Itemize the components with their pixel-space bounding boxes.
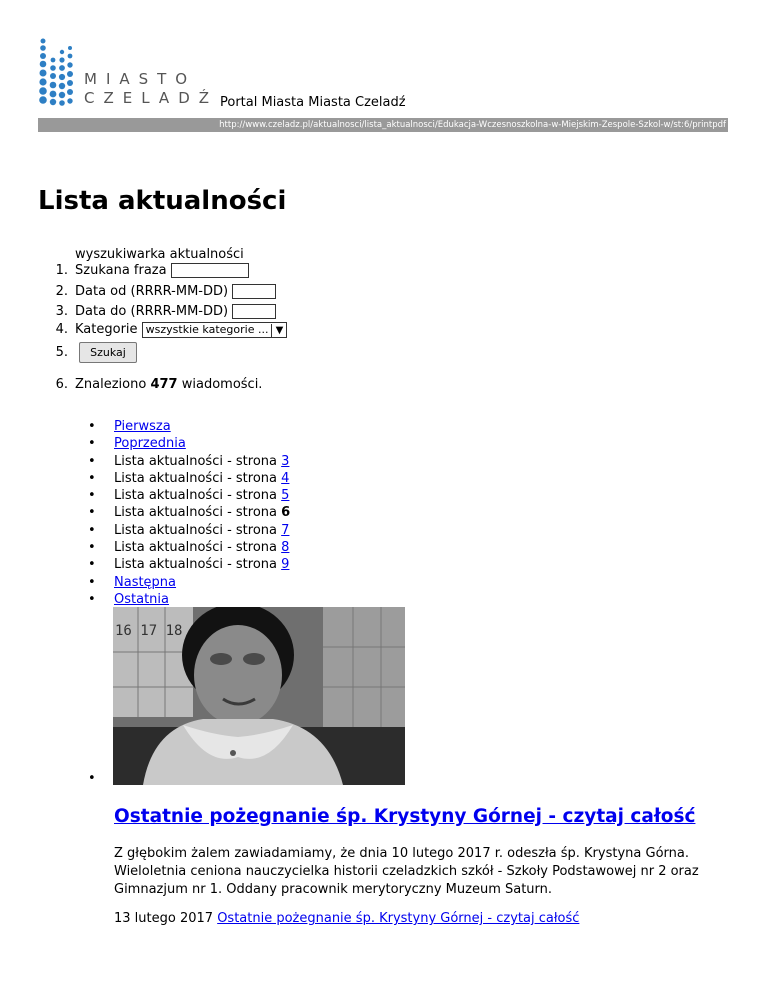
logo-dots-icon [38, 38, 82, 106]
logo-wordmark [84, 70, 218, 108]
pager-item [88, 522, 290, 539]
list-number: 4. [55, 322, 68, 337]
pager-item [88, 487, 290, 504]
logo-line1: MIASTO [84, 70, 197, 88]
article-meta [114, 911, 579, 926]
page-link[interactable]: 5 [281, 488, 290, 504]
list-number: 5. [55, 345, 68, 360]
page-link[interactable]: 3 [281, 453, 290, 469]
prev-page-link[interactable]: Poprzednia [114, 436, 186, 452]
dropdown-arrow-icon: ▼ [271, 324, 286, 338]
phrase-input[interactable] [171, 263, 249, 278]
list-number: 3. [55, 304, 68, 319]
pager-item [88, 418, 290, 435]
results-prefix: Znaleziono [75, 377, 147, 392]
pagination [88, 418, 290, 608]
article-date: 13 lutego 2017 [114, 911, 214, 926]
page-link[interactable]: 7 [281, 522, 290, 538]
page-prefix: Lista aktualności - strona [114, 505, 278, 521]
search-button[interactable]: Szukaj [79, 342, 137, 363]
results-count: 477 [150, 377, 178, 392]
first-page-link[interactable]: Pierwsza [114, 419, 171, 434]
page-prefix: Lista aktualności - strona [114, 557, 278, 573]
page-prefix: Lista aktualności - strona [114, 470, 278, 486]
search-row-phrase [38, 262, 249, 279]
search-row-category [38, 321, 287, 338]
results-suffix: wiadomości. [181, 377, 263, 392]
calendar-text: 16 17 18 [115, 623, 183, 639]
category-label: Kategorie [75, 322, 138, 337]
search-heading: wyszukiwarka aktualności [75, 247, 244, 262]
pager-item [88, 453, 290, 470]
page-link[interactable]: 8 [281, 540, 290, 556]
pager-item [88, 539, 290, 556]
site-logo[interactable] [38, 38, 218, 108]
pager-item [88, 504, 290, 521]
results-count-row [38, 376, 262, 393]
date-from-input[interactable] [232, 284, 276, 299]
pager-item [88, 470, 290, 487]
phrase-label: Szukana fraza [75, 263, 167, 278]
url-bar: http://www.czeladz.pl/aktualnosci/lista_aktualnosci/Edukacja-Wczesnoszkolna-w-Miejskim-Zespole-Szkol-w/st:6/printpdf [38, 118, 728, 132]
date-from-label: Data od (RRRR-MM-DD) [75, 284, 229, 299]
page-link[interactable]: 4 [281, 470, 290, 486]
category-select[interactable] [142, 322, 288, 338]
date-to-input[interactable] [232, 304, 276, 319]
logo-line2: CZELADŹ [84, 89, 219, 107]
date-to-label: Data do (RRRR-MM-DD) [75, 304, 229, 319]
list-number: 2. [55, 284, 68, 299]
last-page-link[interactable]: Ostatnia [114, 591, 169, 607]
article-lead: Z głębokim żalem zawiadamiamy, że dnia 10 lutego 2017 r. odeszła śp. Krystyna Górna. Wieloletnia ceniona nauczycielka historii czeladzkich szkół - Szkoły Podstawowej nr 2 oraz Gimnazjum nr 1. Oddany pracownik merytoryczny Muzeum Saturn. [114, 846, 699, 897]
list-number: 6. [55, 377, 68, 392]
article-title [114, 806, 695, 827]
page-link[interactable]: 9 [281, 557, 290, 573]
search-row-date-to [38, 303, 276, 320]
search-row-date-from [38, 283, 276, 300]
current-page: 6 [281, 505, 291, 521]
page-prefix: Lista aktualności - strona [114, 540, 278, 556]
page-prefix: Lista aktualności - strona [114, 522, 278, 538]
search-row-submit [38, 342, 137, 363]
page-prefix: Lista aktualności - strona [114, 453, 278, 469]
page-title: Lista aktualności [38, 186, 287, 216]
portal-name: Portal Miasta Miasta Czeladź [220, 95, 406, 110]
pager-item [88, 574, 290, 591]
article-title-link[interactable]: Ostatnie pożegnanie śp. Krystyny Górnej - czytaj całość [114, 806, 696, 827]
pager-item [88, 556, 290, 573]
article-read-more-link[interactable]: Ostatnie pożegnanie śp. Krystyny Górnej - czytaj całość [217, 911, 580, 926]
article-photo[interactable] [113, 607, 405, 785]
page-prefix: Lista aktualności - strona [114, 488, 278, 504]
category-select-value: wszystkie kategorie ... [145, 322, 269, 336]
pager-item [88, 435, 290, 452]
photo-bullet: • [88, 771, 96, 786]
list-number: 1. [55, 263, 68, 278]
next-page-link[interactable]: Następna [114, 574, 177, 590]
pager-item [88, 591, 290, 608]
